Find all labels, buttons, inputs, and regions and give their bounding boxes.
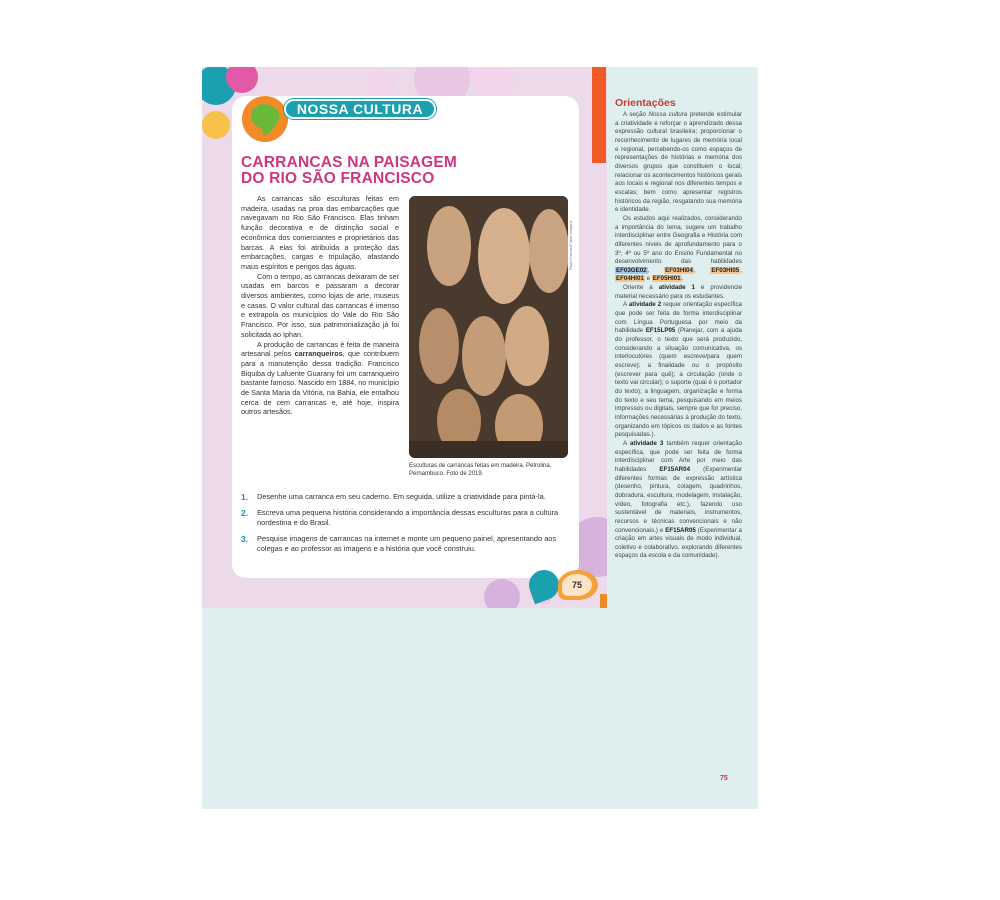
activity-item: 1. Desenhe uma carranca em seu caderno. Em seguida, utilize a criatividade para pintá-la.	[241, 492, 546, 502]
orientacoes-paragraph: Oriente a atividade 1 e providencie material necessário para os estudantes.	[615, 284, 743, 300]
body-paragraph: A produção de carrancas é feita de maneira artesanal pelos carranqueiros, que contribuem para a manutenção dessa tradição. Francisco Biquiba dy Lafuente Guarany foi um carranqueiro bastante famoso. Nascido em 1884, no município de Santa Maria da Vitória, na Bahia, ele entalhou cerca de cem carrancas e, até hoje, inspira outros artesãos.	[241, 339, 399, 417]
body-paragraph: As carrancas são esculturas feitas em madeira, usadas na proa das embarcações que navegavam no Rio São Francisco. Elas tinham função decorativa e de distinção social e econômica dos comerciantes e proprietários das barcas. A elas foi atribuída a proteção das embarcações, cargas e tripulação, afastando maus espíritos e perigos das águas.	[241, 194, 399, 271]
skill-code: EF03GE02	[616, 266, 647, 274]
page-title: CARRANCAS NA PAISAGEM DO RIO SÃO FRANCISCO	[241, 154, 458, 187]
orientacoes-text	[615, 111, 742, 561]
orientacoes-paragraph: A seção Nossa cultura pretende estimular a criatividade e reforçar o aprendizado dessa expressão cultural brasileira; proporcionar o reconhecimento de lugares de memória local e regional, percebendo-os como espaços de representações de histórias e memória dos diversos grupos que constituem o local; relacionar os acontecimentos históricos gerais aos locais e regional nos diferentes tempos e escalas; bem como apresentar registros históricos da região, resgatando sua memória e identidade.	[615, 111, 742, 214]
photo-caption: Esculturas de carrancas feitas em madeira. Petrolina, Pernambuco. Foto de 2019.	[409, 463, 552, 477]
activity-item: 3. Pesquise imagens de carrancas na internet e monte um pequeno painel, apresentando aos colegas e ao professor as imagens e a história que você construiu.	[241, 533, 557, 553]
brazil-map-icon	[242, 96, 288, 142]
activities-list	[241, 492, 571, 560]
margin-strip	[592, 67, 606, 163]
skill-code: EF04HI01	[616, 275, 644, 283]
folio-strip	[600, 594, 607, 608]
body-paragraph: Com o tempo, as carrancas deixaram de ser usadas em barcos e passaram a decorar diversos ambientes, como lojas de arte, museus e casas. O valor cultural das carrancas é imenso e extrapola os municípios do Vale do Rio São Francisco. Por isso, sua patrimonialização já foi solicitada ao Iphan.	[241, 271, 399, 339]
section-badge: NOSSA CULTURA	[284, 99, 436, 119]
orientacoes-paragraph: A atividade 2 requer orientação específica que pode ser feita de forma interdisciplinar com Língua Portuguesa por meio da habilidade EF15LP05 (Planejar, com a ajuda do professor, o texto que será produzido, considerando a situação comunicativa, os interlocutores (quem escreve/para quem escreve); a finalidade ou o propósito (escrever para quê); a circulação (onde o texto vai circular); o suporte (qual é o portador do texto); a linguagem, organização e forma do texto e seu tema, pesquisando em meios impressos ou digitais, sempre que for preciso, informações necessárias à produção do texto, organizando em tópicos os dados e as fontes pesquisadas.).	[615, 301, 742, 439]
page-number: 75	[562, 574, 592, 596]
body-text	[241, 194, 399, 417]
activity-item: 2. Escreva uma pequena história considerando a importância dessas esculturas para a cultura nordestina e do Brasil.	[241, 507, 559, 527]
photo-credit: Paulo Fridman/Pulsar Imagens	[569, 220, 573, 270]
orientacoes-title: Orientações	[615, 97, 676, 109]
orientacoes-paragraph: A atividade 3 também requer orientação específica, que pode ser feita de forma interdisciplinar com Arte por meio das habilidades EF15AR04 (Experimentar diferentes formas de expressão artística (desenho, pintura, colagem, quadrinhos, dobradura, escultura, modelagem, instalação, vídeo, fotografia etc.), fazendo uso sustentável de materiais, instrumentos, recursos e técnicas convencionais e não convencionais.) e EF15AR05 (Experimentar a criação em artes visuais de modo individual, coletivo e colaborativo, explorando diferentes espaços da escola e da comunidade).	[615, 439, 743, 560]
skill-code: EF03HI04	[665, 266, 693, 274]
orientacoes-paragraph: Os estudos aqui realizados, considerando a importância do tema, sugere um trabalho interdisciplinar entre Geografia e História com diferentes níveis de aprofundamento para o 3º, 4º ou 5º ano do Ensino Fundamental no desenvolvimento das habilidades EF03GE02, EF03HI04, EF03HI05, EF04HI01 e EF05HI01.	[615, 214, 742, 283]
orientacoes-page-number: 75	[720, 775, 728, 782]
skill-code: EF03HI05	[711, 266, 740, 274]
carrancas-photo	[409, 196, 568, 458]
skill-code: EF05HI01	[652, 275, 681, 283]
